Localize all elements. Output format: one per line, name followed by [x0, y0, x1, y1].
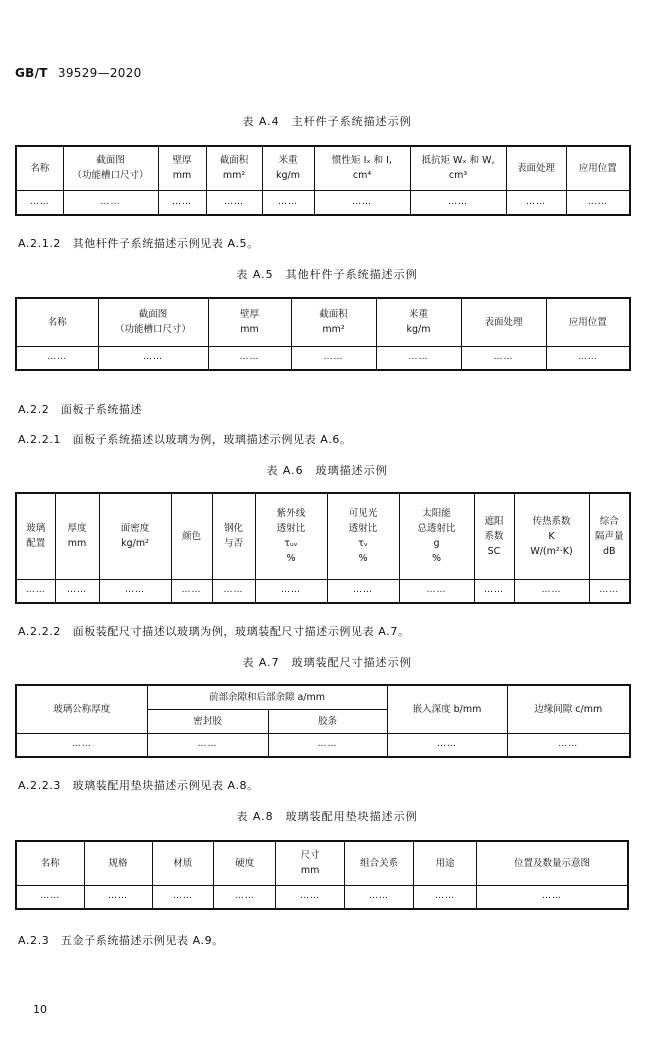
table-a6-col-header: 面密度 kg/m²: [99, 493, 171, 579]
table-a5-cell: ……: [291, 346, 376, 370]
table-a6-col-header: 遮阳 系数 SC: [474, 493, 514, 579]
para-a221: A.2.2.1 面板子系统描述以玻璃为例，玻璃描述示例见表 A.6。: [18, 433, 352, 446]
table-a6-col-header: 传热系数 K W/(m²·K): [514, 493, 589, 579]
table-a6: [15, 492, 631, 604]
para-a22: A.2.2 面板子系统描述: [18, 403, 143, 416]
table-a6-col-header: 太阳能 总透射比 g %: [399, 493, 474, 579]
table-a7-col-thickness: 玻璃公称厚度: [16, 685, 147, 733]
table-a5-col-header: 表面处理: [461, 298, 546, 346]
standard-number: 39529—2020: [57, 66, 142, 80]
para-a222: A.2.2.2 面板装配尺寸描述以玻璃为例，玻璃装配尺寸描述示例见表 A.7。: [18, 625, 410, 638]
table-a6-col-header: 钢化 与否: [212, 493, 255, 579]
table-a8-col-header: 名称: [16, 841, 84, 885]
table-a8-cell: ……: [16, 885, 84, 909]
table-a6-col-header: 玻璃 配置: [16, 493, 55, 579]
table-a8: [15, 840, 629, 910]
para-a23: A.2.3 五金子系统描述示例见表 A.9。: [18, 934, 224, 947]
table-a4-col-header: 截面图 （功能槽口尺寸）: [63, 146, 158, 190]
table-a7-header-row-1: [16, 685, 630, 709]
table-a7: [15, 684, 631, 758]
table-a4-header-row: [16, 146, 630, 190]
table-a4-cell: ……: [158, 190, 206, 215]
table-a7-col-clearance: 前部余隙和后部余隙 a/mm: [147, 685, 387, 709]
table-a8-cell: ……: [84, 885, 152, 909]
table-a7-caption: 表 A.7 玻璃装配尺寸描述示例: [242, 656, 412, 669]
table-a4-cell: ……: [262, 190, 314, 215]
table-a8-data-row: [16, 885, 628, 909]
table-a6-col-header: 厚度 mm: [55, 493, 99, 579]
para-a223: A.2.2.3 玻璃装配用垫块描述示例见表 A.8。: [18, 779, 259, 792]
table-a4: [15, 145, 631, 216]
table-a6-cell: ……: [474, 579, 514, 603]
table-a4-col-header: 惯性矩 Iₓ 和 I, cm⁴: [314, 146, 410, 190]
table-a6-cell: ……: [55, 579, 99, 603]
table-a8-cell: ……: [477, 885, 629, 909]
page-number: 10: [33, 1003, 47, 1016]
table-a4-col-header: 名称: [16, 146, 63, 190]
standard-prefix: GB/T: [15, 66, 48, 80]
table-a4-col-header: 表面处理: [506, 146, 566, 190]
table-a4-caption: 表 A.4 主杆件子系统描述示例: [242, 115, 412, 128]
table-a7-cell: ……: [507, 733, 630, 757]
table-a8-col-header: 规格: [84, 841, 152, 885]
table-a8-col-header: 位置及数量示意图: [477, 841, 629, 885]
table-a6-col-header: 紫外线 透射比 τᵤᵥ %: [255, 493, 327, 579]
table-a7-col-edge: 边缘间隙 c/mm: [507, 685, 630, 733]
table-a4-cell: ……: [566, 190, 630, 215]
table-a7-cell: ……: [16, 733, 147, 757]
table-a5-cell: ……: [208, 346, 291, 370]
table-a5-cell: ……: [376, 346, 461, 370]
table-a8-cell: ……: [414, 885, 477, 909]
table-a4-col-header: 抵抗矩 Wₓ 和 W, cm³: [410, 146, 506, 190]
standard-header: [15, 66, 142, 80]
table-a6-cell: ……: [589, 579, 630, 603]
table-a8-col-header: 用途: [414, 841, 477, 885]
table-a5-col-header: 米重 kg/m: [376, 298, 461, 346]
table-a5-col-header: 截面积 mm²: [291, 298, 376, 346]
table-a5-col-header: 名称: [16, 298, 98, 346]
table-a6-cell: ……: [16, 579, 55, 603]
table-a7-col-depth: 嵌入深度 b/mm: [387, 685, 507, 733]
para-a212: A.2.1.2 其他杆件子系统描述示例见表 A.5。: [18, 237, 259, 250]
table-a8-cell: ……: [214, 885, 276, 909]
table-a5-col-header: 应用位置: [546, 298, 630, 346]
table-a4-cell: ……: [410, 190, 506, 215]
table-a4-cell: ……: [63, 190, 158, 215]
table-a8-col-header: 硬度: [214, 841, 276, 885]
table-a4-cell: ……: [16, 190, 63, 215]
table-a4-cell: ……: [314, 190, 410, 215]
table-a5-data-row: [16, 346, 630, 370]
table-a6-cell: ……: [99, 579, 171, 603]
table-a7-col-strip: 胶条: [268, 709, 387, 733]
table-a6-header-row: [16, 493, 630, 579]
table-a7-cell: ……: [268, 733, 387, 757]
table-a8-header-row: [16, 841, 628, 885]
table-a5-header-row: [16, 298, 630, 346]
table-a6-cell: ……: [327, 579, 399, 603]
table-a5-cell: ……: [546, 346, 630, 370]
table-a6-col-header: 颜色: [171, 493, 212, 579]
table-a8-cell: ……: [276, 885, 345, 909]
table-a5-col-header: 壁厚 mm: [208, 298, 291, 346]
table-a7-cell: ……: [387, 733, 507, 757]
table-a5-cell: ……: [461, 346, 546, 370]
table-a8-caption: 表 A.8 玻璃装配用垫块描述示例: [236, 810, 418, 823]
table-a6-col-header: 综合 隔声量 dB: [589, 493, 630, 579]
table-a4-col-header: 应用位置: [566, 146, 630, 190]
table-a6-caption: 表 A.6 玻璃描述示例: [266, 464, 388, 477]
table-a8-col-header: 尺寸 mm: [276, 841, 345, 885]
table-a6-cell: ……: [212, 579, 255, 603]
table-a6-data-row: [16, 579, 630, 603]
table-a5-cell: ……: [16, 346, 98, 370]
table-a4-cell: ……: [206, 190, 262, 215]
table-a4-col-header: 壁厚 mm: [158, 146, 206, 190]
table-a6-cell: ……: [171, 579, 212, 603]
table-a7-data-row: [16, 733, 630, 757]
table-a5: [15, 297, 631, 371]
table-a4-data-row: [16, 190, 630, 215]
table-a5-caption: 表 A.5 其他杆件子系统描述示例: [236, 268, 418, 281]
table-a7-cell: ……: [147, 733, 268, 757]
table-a6-cell: ……: [514, 579, 589, 603]
table-a8-cell: ……: [345, 885, 414, 909]
table-a6-col-header: 可见光 透射比 τᵥ %: [327, 493, 399, 579]
table-a8-col-header: 材质: [152, 841, 214, 885]
table-a8-col-header: 组合关系: [345, 841, 414, 885]
table-a4-col-header: 米重 kg/m: [262, 146, 314, 190]
table-a6-cell: ……: [255, 579, 327, 603]
table-a8-cell: ……: [152, 885, 214, 909]
table-a5-col-header: 截面图 （功能槽口尺寸）: [98, 298, 208, 346]
table-a4-cell: ……: [506, 190, 566, 215]
table-a6-cell: ……: [399, 579, 474, 603]
table-a5-cell: ……: [98, 346, 208, 370]
table-a7-col-sealant: 密封胶: [147, 709, 268, 733]
table-a4-col-header: 截面积 mm²: [206, 146, 262, 190]
